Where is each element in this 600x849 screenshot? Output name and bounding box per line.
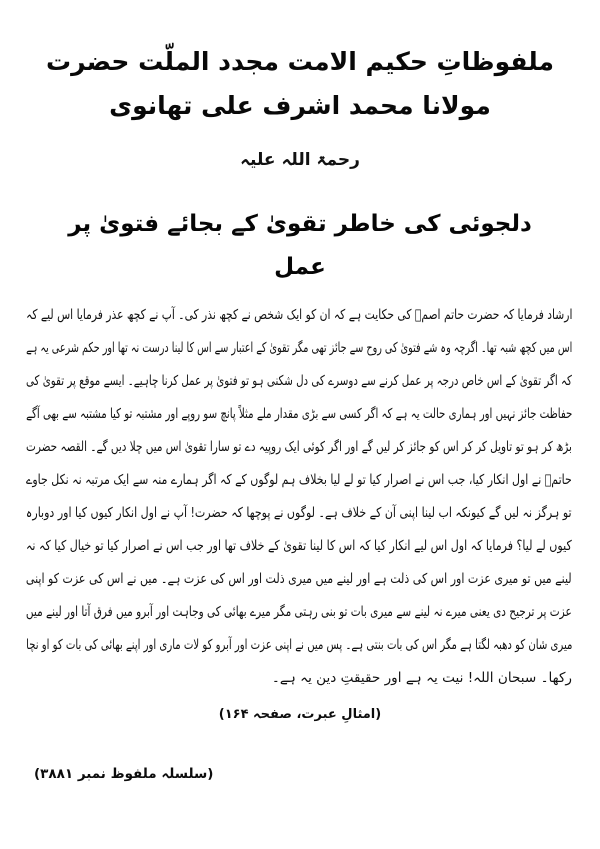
body-line (26, 299, 572, 332)
body-line-text: ارشاد فرمایا کہ حضرت حاتم اصمؒ کی حکایت ہے کہ ان کو ایک شخص نے کچھ نذر کی۔ آپ نے کچھ عذر فرمایا اس لیے کہ (26, 307, 572, 323)
body-line-text: کیوں لے لیا؟ فرمایا کہ اول اس لیے انکار کیا کہ اس کا لینا تقویٰ کے خلاف تھا اور جب اس نے اصرار کیا تو خیال کیا کہ نہ (26, 538, 572, 554)
body-line (26, 365, 572, 398)
body-line-text: اس میں کچھ شبہ تھا۔ اگرچہ وہ شے فتویٰ کی روح سے جائز تھی مگر تقویٰ کے اعتبار سے اس کا لینا درست نہ تھا اور حکم شرعی یہ ہے (26, 340, 572, 356)
body-line-text: لینے میں تو میری عزت اور اس کی ذلت ہے اور لینے میں میری ذلت اور اس کی عزت ہے۔ میں نے اس کی عزت کو اپنی (26, 571, 572, 587)
body-line (26, 497, 572, 530)
body-line-text: بڑھ کر ہو تو تاویل کر کر اس کو جائز کر لیں گے اور اگر کوئی ایک روپیہ دے تو سارا تقویٰ اس میں چلا دیں گے۔ القصہ حضرت (26, 439, 572, 455)
body-line-text: کہ اگر تقویٰ کے اس خاص درجہ پر عمل کرنے سے دوسرے کی دل شکنی ہو تو فتویٰ پر عمل کرنا چاہیے۔ ایسے موقع پر تقویٰ کی (26, 373, 572, 389)
body-line (26, 332, 572, 365)
body-line-text: حاتمؒ نے اول انکار کیا، جب اس نے اصرار کیا تو لے لیا بخلاف ہم لوگوں کے کہ اگر ہمارے منہ سے ایک مرتبہ نہ نکل جاوے (26, 472, 572, 488)
body-line (26, 662, 572, 695)
body-text (26, 299, 572, 695)
body-line (26, 398, 572, 431)
body-line (26, 530, 572, 563)
section-heading: دلجوئی کی خاطر تقویٰ کے بجائے فتویٰ پر عمل (68, 211, 532, 280)
body-line-text: عزت پر ترجیح دی یعنی میرے نہ لینے سے میری بات تو بنی رہتی مگر میرے بھائی کی وجاہت اور آبرو میں فرق آتا اور لینے میں (26, 604, 572, 620)
body-line (26, 563, 572, 596)
body-line (26, 464, 572, 497)
body-line-text: رکھا۔ سبحان اللہ! نیت یہ ہے اور حقیقتِ دین یہ ہے۔ (271, 670, 572, 686)
page-subtitle: رحمۃ اللہ علیہ (240, 149, 360, 170)
document-header (0, 40, 600, 174)
body-line-text: میری شان کو دھبہ لگتا ہے مگر اس کی بات بنتی ہے۔ پس میں نے اپنی عزت اور آبرو کو لات ماری اور اپنے بھائی کی بات کو او نچا (26, 637, 572, 653)
page-title: ملفوظاتِ حکیم الامت مجدد الملّت حضرت مولانا محمد اشرف علی تھانوی (46, 47, 554, 120)
source-citation: (امثالِ عبرت، صفحہ ۱۶۴) (218, 707, 382, 722)
body-line (26, 629, 572, 662)
body-line (26, 431, 572, 464)
body-line (26, 596, 572, 629)
body-line-text: تو ہرگز نہ لیں گے کیونکہ اب لینا اپنی آن کے خلاف ہے۔ لوگوں نے پوچھا کہ حضرت! آپ نے اول انکار کیوں کیا اور دوبارہ (26, 505, 572, 521)
malfuz-number-footer: (سلسلہ ملفوظ نمبر ۳۸۸۱) (34, 766, 214, 782)
body-line-text: حفاظت جائز نہیں اور ہماری حالت یہ ہے کہ اگر کسی سے بڑی مقدار ملے مثلاً پانچ سو روپے اور مشتبہ تو کیا مشتبہ سے بھی آگے (26, 406, 572, 422)
